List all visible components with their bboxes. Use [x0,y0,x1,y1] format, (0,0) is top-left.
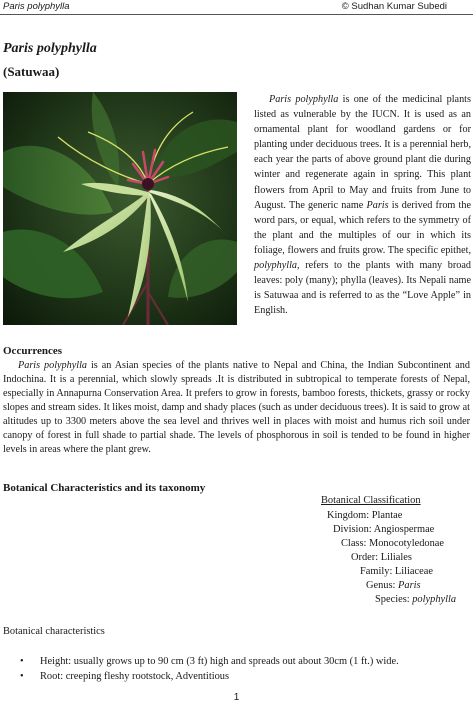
bullet-text-height: Height: usually grows up to 90 cm (3 ft) high and spreads out about 30cm (1 ft.) wide. [40,656,399,667]
classification-division: Division: Angiospermae [333,524,435,535]
classification-title: Botanical Classification [321,495,421,506]
botanical-heading: Botanical Characteristics and its taxonomy [3,482,206,494]
header-divider [0,14,473,15]
list-item [20,669,465,684]
header-left-title: Paris polyphylla [3,1,70,12]
intro-species-name: Paris polyphylla [269,94,339,105]
page-subtitle: (Satuwaa) [3,64,60,79]
classification-kingdom: Kingdom: Plantae [327,510,403,521]
plant-photo [3,92,237,325]
bullet-icon: • [20,671,24,682]
occurrences-text: is an Asian species of the plants native to Nepal and China, the Indian Subcontinent and Indochina. It is a perennial, which slowly spreads .It is distributed in subtropical to temperate forests of Nepal, especially in Annapurna Conservation Area. It prefers to grow in forests, bamboo forests, thickets, grassy or rocky slopes and stream sides. It likes moist, damp and shady places (such as under deciduous trees). It is said to grow at altitudes up to 3300 meters above the sea level and thrives well in places with moist and humus rich soil under canopy of forest in full shade to partial shade. The levels of phosphorous in soil is tended to be found in higher levels in areas where the plant grew. [3,360,470,455]
header-copyright: © Sudhan Kumar Subedi [341,1,447,12]
page-title: Paris polyphylla [3,41,97,56]
occurrences-heading: Occurrences [3,345,63,357]
intro-text-3: , refers to the plants with many broad leaves: poly (many); phylla (leaves). Its Nepali name is Satuwaa and is referred to as the “Love Apple” in English. [254,260,471,317]
occurrences-paragraph [3,359,470,457]
species-label: Species: [375,594,413,605]
characteristics-list [20,654,465,684]
classification-family: Family: Liliaceae [360,566,433,577]
intro-text-1: is one of the medicinal plants listed as vulnerable by the IUCN. It is used as an ornamental plant for woodland gardens or for planting under deciduous trees. It is a perennial herb, each year the parts of above ground plant die during winter and regenerate again in spring. This plant flowers from April to May and fruits from June to August. The generic name [254,94,471,211]
intro-genus-name: Paris [366,199,389,211]
list-item [20,654,465,669]
classification-species [375,594,456,605]
bullet-text-root: Root: creeping fleshy rootstock, Adventitious [40,671,230,682]
intro-paragraph [254,92,471,318]
genus-value: Paris [398,580,421,591]
classification-genus [366,580,421,591]
intro-epithet: polyphylla [254,260,298,272]
page-number: 1 [233,692,240,703]
genus-label: Genus: [366,580,399,591]
classification-class: Class: Monocotyledonae [341,538,445,549]
intro-text-2: is derived from the word pars, or equal, which refers to the symmetry of the plant and the multiples of our in which its foliage, flowers and fruits grow. The specific epithet, [254,199,471,256]
characteristics-heading: Botanical characteristics [3,626,105,637]
bullet-icon: • [20,656,24,667]
occurrences-species-name: Paris polyphylla [18,360,88,371]
species-value: polyphylla [412,594,457,605]
classification-order: Order: Liliales [351,552,412,563]
